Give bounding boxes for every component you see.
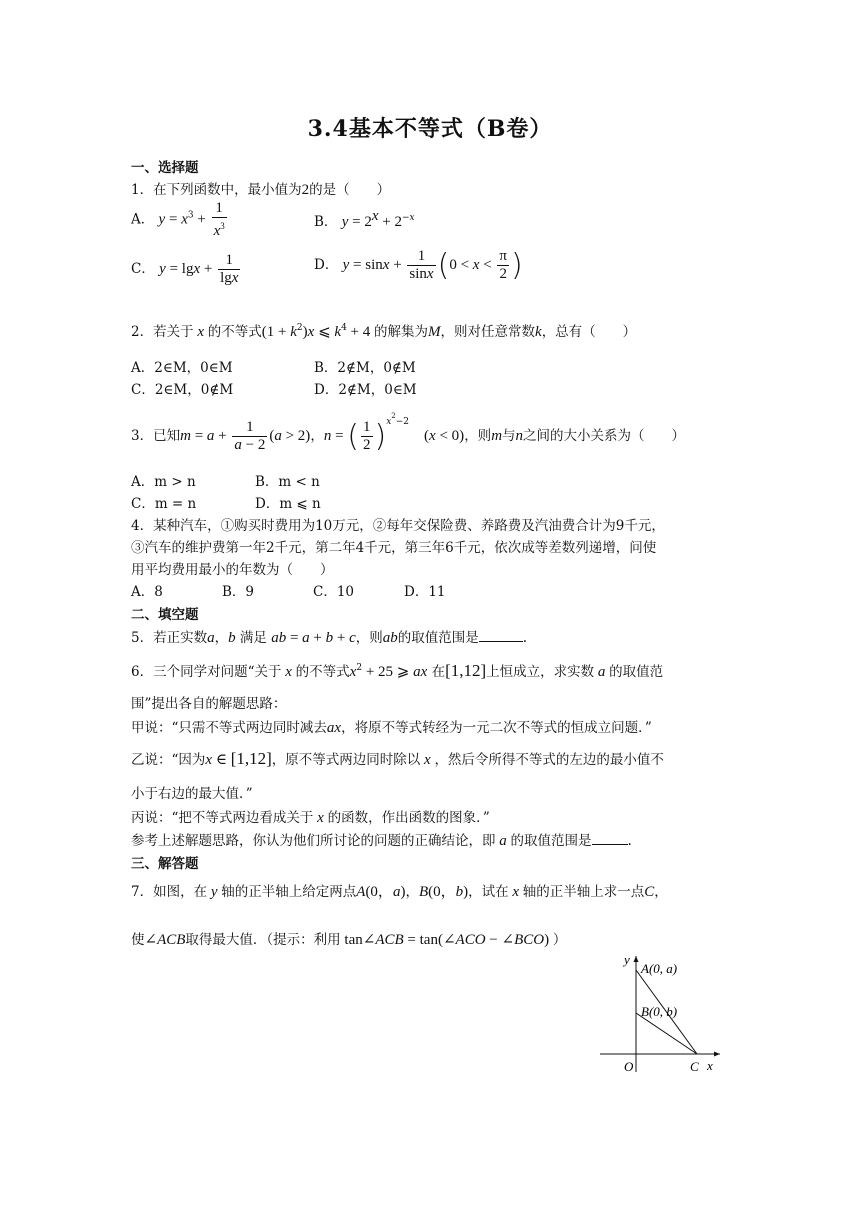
question-2-stem: 2．若关于 x 的不等式$(1 + k^2)x$ ⩽ $k^4 + 4$ 的解集为M，则对任意常数k，总有（ ） <box>131 323 637 340</box>
question-4-line-2: ③汽车的维护费第一年2千元，第二年4千元，第三年6千元，依次成等差数列递增，问使 <box>131 540 657 556</box>
question-6-yi-line-2: 小于右边的最大值．” <box>131 786 253 802</box>
answer-blank <box>479 629 523 642</box>
question-6-ref: 参考上述解题思路，你认为他们所讨论的问题的正确结论，即 a 的取值范围是 . <box>131 833 632 849</box>
question-6-jia: 甲说：“只需不等式两边同时减去ax，将原不等式转经为一元二次不等式的恒成立问题．” <box>131 720 652 736</box>
section-heading-answer: 三、解答题 <box>131 856 199 872</box>
q4-option-c: C．10 <box>313 584 355 600</box>
q4-option-d: D．11 <box>404 584 446 600</box>
section-heading-fill: 二、填空题 <box>131 607 199 623</box>
q2-option-b: B．2∉M，0∉M <box>314 360 416 376</box>
question-6-yi: 乙说：“因为x ∈ [1,12]，原不等式两边同时除以 x ，然后令所得不等式的左边的最小值不 <box>131 749 664 768</box>
question-6-line-2: 围”提出各自的解题思路： <box>131 696 287 712</box>
q4-option-a: A．8 <box>131 584 163 600</box>
question-5: 5．若正实数a，b 满足 ab = a + b + c，则ab的取值范围是 . <box>131 630 528 646</box>
q3-option-d: D．m ⩽ n <box>255 496 321 512</box>
question-7-line-1: 7．如图，在 y 轴的正半轴上给定两点A(0，a)，B(0，b)，试在 x 轴的正半轴上求一点C， <box>131 884 668 900</box>
point-a-label: A(0, a) <box>641 961 678 976</box>
question-6-bing: 丙说：“把不等式两边看成关于 x 的函数，作出函数的图象．” <box>131 810 490 826</box>
origin-label: O <box>624 1059 634 1074</box>
question-3-stem: 3．已知m = a + $\frac{1}{a - 2}$ (a > 2)，n = ( $\frac{1}{2}$ )$^{x^2-2}$ (x < 0)，则m与n之间的大小关系为（ ） <box>131 412 686 454</box>
q1-option-a: A． $y = x^3$ + $\frac{1}{x^3}$ <box>131 200 225 239</box>
q3-option-a: A．m > n <box>131 474 196 490</box>
point-b-label: B(0, b) <box>641 1004 678 1019</box>
q1-option-b: B． $y = 2^x + 2^{-x}$ <box>314 208 415 230</box>
q3-option-b: B．m < n <box>255 474 320 490</box>
question-7-line-2: 使∠ACB取得最大值．（提示：利用 tan∠ACB = tan(∠ACO − ∠BCO) ） <box>131 932 567 948</box>
question-6-line-1: 6．三个同学对问题“关于 x 的不等式$x^2 + 25$ ⩾ ax 在[1,12]上恒成立，求实数 a 的取值范 <box>131 661 664 680</box>
q3-option-c: C．m = n <box>131 496 197 512</box>
point-c-label: C <box>690 1059 699 1074</box>
question-4-line-3: 用平均费用最小的年数为（ ） <box>131 562 334 578</box>
x-axis-label: x <box>707 1058 713 1073</box>
q7-figure <box>595 950 735 1075</box>
question-1-stem: 1．在下列函数中，最小值为2的是（ ） <box>131 182 391 198</box>
segment-bc <box>636 1013 697 1054</box>
q1-option-c: C． y = lgx + $\frac{1}{\lg x}$ <box>131 252 239 286</box>
page-title: 3.4基本不等式（B卷） <box>307 116 553 142</box>
x-axis-arrow-icon <box>714 1052 720 1057</box>
y-axis-arrow-icon <box>634 956 639 962</box>
q2-option-a: A．2∈M，0∈M <box>131 360 233 376</box>
y-axis-label: y <box>624 952 630 967</box>
q1-option-d: D． y = sinx + $\frac{1}{\sin x}$ (0 < x < $\frac{\pi}{2}$ ) <box>314 248 523 283</box>
q2-option-c: C．2∈M，0∉M <box>131 382 234 398</box>
question-4-line-1: 4．某种汽车，①购买时费用为10万元，②每年交保险费、养路费及汽油费合计为9千元， <box>131 518 665 534</box>
section-heading-choice: 一、选择题 <box>131 160 199 176</box>
q2-option-d: D．2∉M，0∈M <box>314 382 417 398</box>
answer-blank <box>592 832 628 845</box>
q4-option-b: B．9 <box>222 584 255 600</box>
